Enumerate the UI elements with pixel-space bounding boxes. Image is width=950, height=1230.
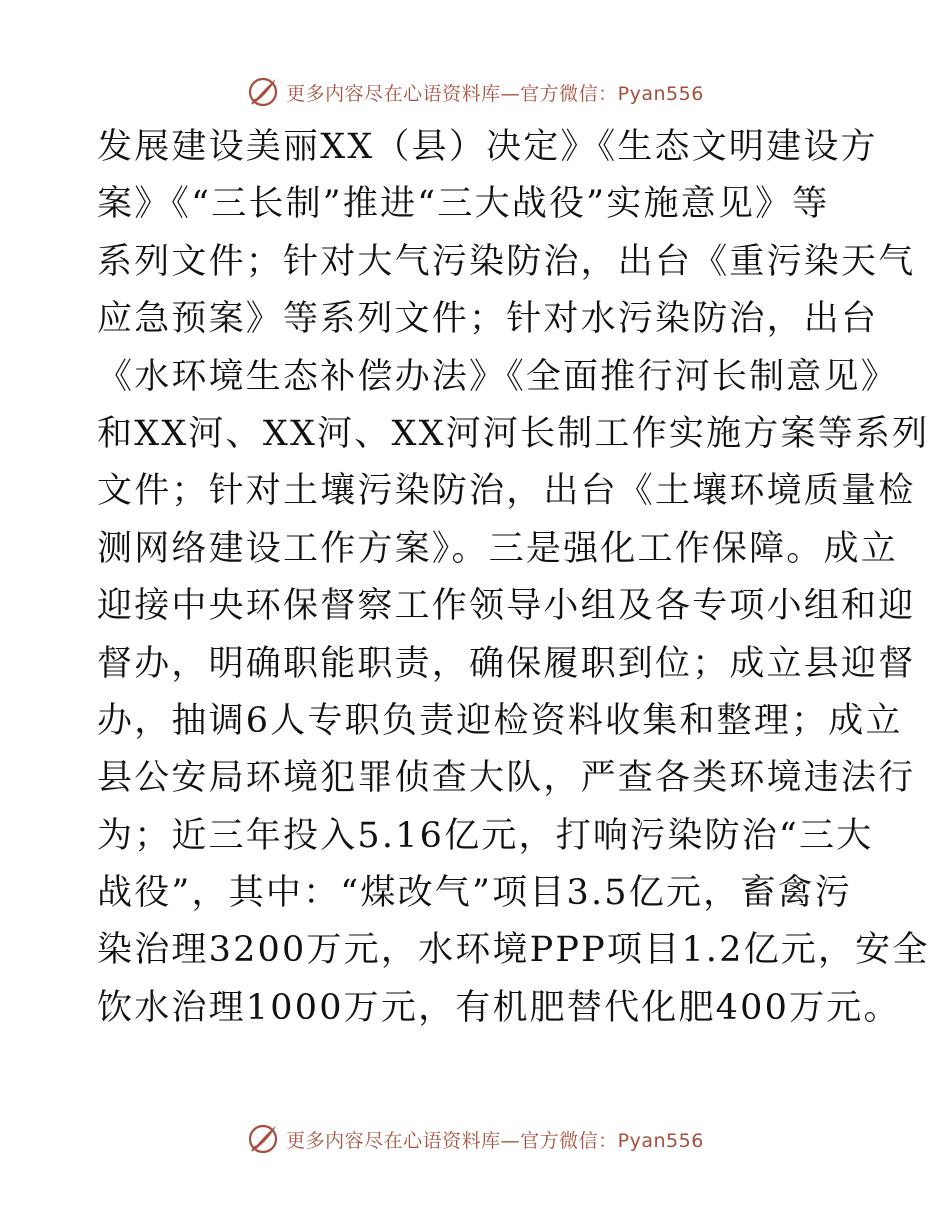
body-line: 为；近三年投入5.16亿元，打响污染防治“三大 — [97, 815, 874, 856]
body-line: 染治理3200万元，水环境PPP项目1.2亿元，安全 — [97, 930, 930, 971]
body-line: 应急预案》等系列文件；针对水污染防治，出台 — [97, 299, 879, 340]
body-line: 系列文件；针对大气污染防治，出台《重污染天气 — [97, 241, 916, 282]
quill-pen-logo-icon — [246, 1122, 280, 1156]
footer-watermark — [0, 1119, 950, 1159]
body-line: 文件；针对土壤污染防治，出台《土壤环境质量检 — [97, 471, 916, 512]
body-line: 办，抽调6人专职负责迎检资料收集和整理；成立 — [97, 700, 903, 741]
body-line: 战役”，其中：“煤改气”项目3.5亿元，畜禽污 — [97, 873, 852, 914]
header-watermark-text: 更多内容尽在心语资料库—官方微信：Pyan556 — [286, 82, 704, 105]
body-line: 案》《“三长制”推进“三大战役”实施意见》等 — [97, 184, 830, 225]
footer-watermark-text: 更多内容尽在心语资料库—官方微信：Pyan556 — [286, 1129, 704, 1152]
body-line: 测网络建设工作方案》。三是强化工作保障。成立 — [97, 528, 898, 569]
quill-pen-logo-icon — [246, 75, 280, 109]
body-line: 和XX河、XX河、XX河河长制工作实施方案等系列 — [97, 413, 930, 454]
body-line: 发展建设美丽XX（县）决定》《生态文明建设方 — [97, 127, 878, 167]
body-line: 《水环境生态补偿办法》《全面推行河长制意见》 — [97, 356, 898, 397]
document-body — [97, 119, 930, 1037]
body-line: 督办，明确职能职责，确保履职到位；成立县迎督 — [97, 643, 916, 684]
body-line: 县公安局环境犯罪侦查大队，严查各类环境违法行 — [97, 758, 916, 799]
body-line: 饮水治理1000万元，有机肥替代化肥400万元。 — [97, 987, 901, 1028]
header-watermark — [0, 72, 950, 112]
body-line: 迎接中央环保督察工作领导小组及各专项小组和迎 — [97, 586, 916, 627]
